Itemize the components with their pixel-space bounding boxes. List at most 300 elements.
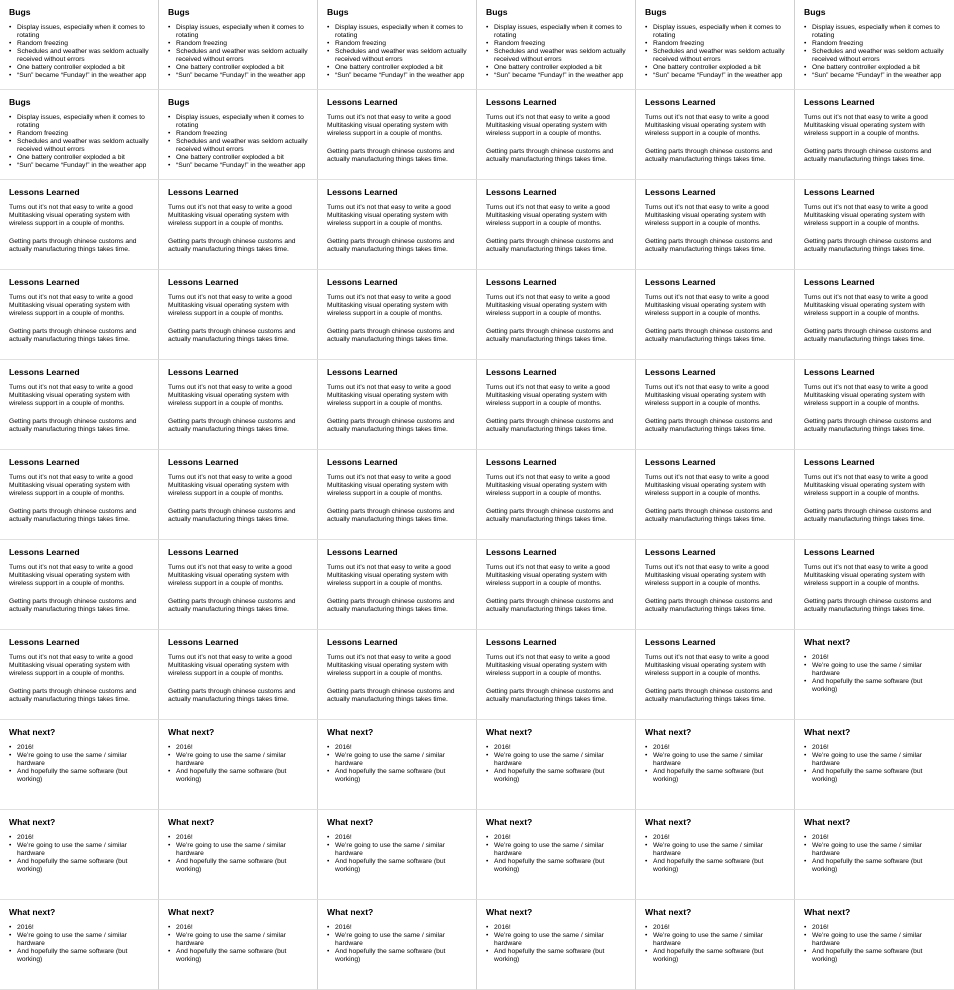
slide-title: Bugs — [9, 7, 31, 17]
slide-bullet-item — [9, 24, 152, 40]
bullet-icon: • — [168, 64, 171, 71]
slide-thumbnail-next[interactable] — [0, 900, 159, 990]
slide-thumbnail-lessons[interactable] — [159, 540, 318, 630]
bullet-icon: • — [168, 48, 171, 55]
slide-bullet-text: 2016! — [812, 924, 829, 931]
slide-bullet-item — [645, 48, 788, 64]
bullet-icon: • — [168, 24, 171, 31]
slide-bullet-text: Random freezing — [17, 40, 68, 47]
slide-thumbnail-lessons[interactable] — [159, 180, 318, 270]
slide-bullet-item — [9, 858, 152, 874]
slide-thumbnail-next[interactable] — [636, 810, 795, 900]
slide-title: Lessons Learned — [168, 637, 239, 647]
slide-thumbnail-lessons[interactable] — [795, 270, 954, 360]
slide-title: What next? — [327, 817, 374, 827]
bullet-icon: • — [804, 678, 807, 685]
bullet-icon: • — [327, 24, 330, 31]
bullet-icon: • — [168, 924, 171, 931]
slide-thumbnail-lessons[interactable] — [795, 180, 954, 270]
slide-paragraph: Getting parts through chinese customs and actually manufacturing things takes time. — [645, 688, 773, 703]
slide-thumbnail-bugs[interactable] — [636, 0, 795, 90]
slide-bullet-text: 2016! — [653, 924, 670, 931]
slide-title: What next? — [168, 907, 215, 917]
slide-bullet-text: We’re going to use the same / similar hardware — [494, 932, 604, 947]
slide-thumbnail-next[interactable] — [318, 720, 477, 810]
slide-thumbnail-next[interactable] — [159, 720, 318, 810]
slide-bullet-item — [327, 744, 470, 752]
slide-bullet-item — [486, 948, 629, 964]
bullet-icon: • — [9, 114, 12, 121]
slide-title: What next? — [804, 907, 851, 917]
slide-bullet-item — [9, 924, 152, 932]
slide-title: Lessons Learned — [327, 457, 398, 467]
slide-bullet-text: And hopefully the same software (but working) — [494, 948, 605, 963]
slide-title: Bugs — [168, 97, 190, 107]
bullet-icon: • — [168, 834, 171, 841]
slide-bullet-item — [168, 752, 311, 768]
slide-bullet-text: Schedules and weather was seldom actually received without errors — [653, 48, 785, 63]
slide-title: Lessons Learned — [168, 457, 239, 467]
slide-bullet-text: And hopefully the same software (but working) — [653, 858, 764, 873]
slide-bullet-item — [9, 138, 152, 154]
slide-thumbnail-lessons[interactable] — [318, 90, 477, 180]
slide-thumbnail-next[interactable] — [477, 720, 636, 810]
slide-thumbnail-bugs[interactable] — [159, 0, 318, 90]
slide-bullet-text: We’re going to use the same / similar hardware — [17, 752, 127, 767]
bullet-icon: • — [168, 842, 171, 849]
slide-bullet-list — [804, 24, 948, 80]
slide-bullet-text: Random freezing — [812, 40, 863, 47]
bullet-icon: • — [168, 744, 171, 751]
slide-bullet-item — [9, 752, 152, 768]
slide-thumbnail-bugs[interactable] — [0, 0, 159, 90]
slide-bullet-item — [9, 744, 152, 752]
slide-bullet-item — [645, 24, 788, 40]
slide-thumbnail-next[interactable] — [795, 720, 954, 810]
slide-paragraph: Getting parts through chinese customs and actually manufacturing things takes time. — [327, 148, 455, 163]
slide-thumbnail-next[interactable] — [477, 810, 636, 900]
slide-bullet-item — [645, 744, 788, 752]
slide-bullet-list — [9, 924, 152, 964]
bullet-icon: • — [645, 932, 648, 939]
bullet-icon: • — [9, 924, 12, 931]
slide-thumbnail-lessons[interactable] — [318, 360, 477, 450]
slide-bullet-item — [327, 768, 470, 784]
bullet-icon: • — [645, 834, 648, 841]
slide-thumbnail-lessons[interactable] — [318, 540, 477, 630]
bullet-icon: • — [168, 768, 171, 775]
slide-bullet-item — [168, 834, 311, 842]
slide-bullet-text: Schedules and weather was seldom actually received without errors — [176, 48, 308, 63]
bullet-icon: • — [645, 768, 648, 775]
slide-paragraph: Getting parts through chinese customs and actually manufacturing things takes time. — [327, 598, 455, 613]
slide-bullet-item — [645, 924, 788, 932]
slide-thumbnail-lessons[interactable] — [318, 450, 477, 540]
slide-bullet-item — [168, 114, 311, 130]
slide-bullet-item — [804, 64, 948, 72]
slide-bullet-text: And hopefully the same software (but working) — [17, 948, 128, 963]
slide-bullet-text: And hopefully the same software (but working) — [653, 768, 764, 783]
bullet-icon: • — [804, 924, 807, 931]
slide-title: Lessons Learned — [804, 187, 875, 197]
slide-thumbnail-next[interactable] — [636, 720, 795, 810]
bullet-icon: • — [168, 858, 171, 865]
slide-bullet-text: We’re going to use the same / similar hardware — [653, 932, 763, 947]
bullet-icon: • — [645, 752, 648, 759]
slide-thumbnail-lessons[interactable] — [795, 540, 954, 630]
bullet-icon: • — [645, 948, 648, 955]
slide-paragraph: Getting parts through chinese customs and actually manufacturing things takes time. — [645, 508, 773, 523]
slide-title: Bugs — [9, 97, 31, 107]
bullet-icon: • — [168, 114, 171, 121]
slide-bullet-item — [645, 932, 788, 948]
slide-bullet-list — [645, 834, 788, 874]
slide-thumbnail-lessons[interactable] — [318, 630, 477, 720]
slide-paragraph: Turns out it’s not that easy to write a good Multitasking visual operating system with wireless support in a couple of months. — [327, 204, 451, 227]
slide-paragraph: Turns out it’s not that easy to write a good Multitasking visual operating system with wireless support in a couple of months. — [486, 474, 610, 497]
slide-paragraph: Turns out it’s not that easy to write a good Multitasking visual operating system with wireless support in a couple of months. — [486, 204, 610, 227]
slide-paragraph: Getting parts through chinese customs and actually manufacturing things takes time. — [804, 238, 932, 253]
slide-bullet-item — [804, 842, 948, 858]
bullet-icon: • — [327, 834, 330, 841]
slide-bullet-text: We’re going to use the same / similar hardware — [812, 662, 922, 677]
slide-thumbnail-lessons[interactable] — [795, 360, 954, 450]
slide-thumbnail-lessons[interactable] — [636, 360, 795, 450]
slide-title: Lessons Learned — [645, 457, 716, 467]
slide-title: Lessons Learned — [804, 277, 875, 287]
slide-bullet-item — [486, 842, 629, 858]
slide-thumbnail-lessons[interactable] — [318, 270, 477, 360]
slide-paragraph: Turns out it’s not that easy to write a good Multitasking visual operating system with wireless support in a couple of months. — [327, 114, 451, 137]
slide-bullet-list — [327, 744, 470, 784]
slide-paragraph: Turns out it’s not that easy to write a good Multitasking visual operating system with wireless support in a couple of months. — [168, 654, 292, 677]
slide-bullet-item — [327, 948, 470, 964]
slide-thumbnail-lessons[interactable] — [159, 450, 318, 540]
slide-paragraph: Turns out it’s not that easy to write a good Multitasking visual operating system with wireless support in a couple of months. — [486, 114, 610, 137]
slide-paragraph: Getting parts through chinese customs and actually manufacturing things takes time. — [9, 328, 137, 343]
slide-thumbnail-lessons[interactable] — [636, 450, 795, 540]
slide-paragraph: Getting parts through chinese customs and actually manufacturing things takes time. — [804, 328, 932, 343]
slide-bullet-list — [645, 924, 788, 964]
slide-thumbnail-lessons[interactable] — [0, 630, 159, 720]
slide-paragraph: Turns out it’s not that easy to write a good Multitasking visual operating system with wireless support in a couple of months. — [168, 204, 292, 227]
slide-thumbnail-lessons[interactable] — [636, 540, 795, 630]
slide-thumbnail-lessons[interactable] — [477, 270, 636, 360]
slide-thumbnail-lessons[interactable] — [318, 180, 477, 270]
slide-paragraph: Turns out it’s not that easy to write a good Multitasking visual operating system with wireless support in a couple of months. — [804, 204, 928, 227]
slide-thumbnail-next[interactable] — [159, 810, 318, 900]
slide-thumbnail-next[interactable] — [795, 810, 954, 900]
slide-bullet-text: 2016! — [494, 924, 511, 931]
slide-bullet-item — [645, 842, 788, 858]
slide-paragraph: Getting parts through chinese customs and actually manufacturing things takes time. — [486, 598, 614, 613]
slide-thumbnail-lessons[interactable] — [636, 180, 795, 270]
slide-bullet-item — [804, 678, 948, 694]
slide-bullet-text: And hopefully the same software (but working) — [176, 768, 287, 783]
slide-bullet-item — [804, 40, 948, 48]
slide-bullet-text: Schedules and weather was seldom actually received without errors — [17, 138, 149, 153]
slide-bullet-text: We’re going to use the same / similar hardware — [812, 842, 922, 857]
slide-title: Lessons Learned — [327, 187, 398, 197]
slide-bullet-item — [168, 48, 311, 64]
slide-bullet-text: Display issues, especially when it comes to rotating — [17, 24, 145, 39]
slide-paragraph: Turns out it’s not that easy to write a good Multitasking visual operating system with wireless support in a couple of months. — [645, 564, 769, 587]
slide-bullet-list — [9, 834, 152, 874]
slide-bullet-item — [804, 948, 948, 964]
slide-paragraph: Turns out it’s not that easy to write a good Multitasking visual operating system with wireless support in a couple of months. — [9, 564, 133, 587]
bullet-icon: • — [486, 932, 489, 939]
slide-bullet-text: 2016! — [17, 744, 34, 751]
slide-bullet-text: “Sun” became “Funday!” in the weather app — [17, 162, 147, 169]
slide-title: Lessons Learned — [327, 637, 398, 647]
slide-thumbnail-lessons[interactable] — [636, 90, 795, 180]
slide-bullet-item — [168, 72, 311, 80]
slide-bullet-item — [327, 924, 470, 932]
slide-paragraph: Turns out it’s not that easy to write a good Multitasking visual operating system with wireless support in a couple of months. — [486, 294, 610, 317]
slide-title: Lessons Learned — [804, 547, 875, 557]
slide-paragraph: Getting parts through chinese customs and actually manufacturing things takes time. — [327, 328, 455, 343]
slide-bullet-text: One battery controller exploded a bit — [335, 64, 443, 71]
slide-bullet-item — [9, 154, 152, 162]
slide-bullet-text: And hopefully the same software (but working) — [494, 768, 605, 783]
slide-bullet-item — [645, 768, 788, 784]
slide-bullet-item — [486, 72, 629, 80]
slide-title: What next? — [9, 817, 56, 827]
slide-thumbnail-lessons[interactable] — [159, 270, 318, 360]
slide-bullet-item — [168, 162, 311, 170]
slide-title: Lessons Learned — [804, 367, 875, 377]
slide-bullet-text: Schedules and weather was seldom actually received without errors — [494, 48, 626, 63]
slide-paragraph: Turns out it’s not that easy to write a good Multitasking visual operating system with wireless support in a couple of months. — [9, 294, 133, 317]
slide-bullet-item — [804, 744, 948, 752]
slide-bullet-text: “Sun” became “Funday!” in the weather app — [653, 72, 783, 79]
slide-paragraph: Getting parts through chinese customs and actually manufacturing things takes time. — [9, 238, 137, 253]
bullet-icon: • — [9, 48, 12, 55]
slide-bullet-item — [804, 924, 948, 932]
slide-bullet-item — [486, 744, 629, 752]
slide-title: Lessons Learned — [168, 367, 239, 377]
bullet-icon: • — [645, 48, 648, 55]
slide-bullet-text: One battery controller exploded a bit — [176, 154, 284, 161]
bullet-icon: • — [804, 654, 807, 661]
slide-paragraph: Getting parts through chinese customs and actually manufacturing things takes time. — [327, 238, 455, 253]
bullet-icon: • — [804, 752, 807, 759]
slide-thumbnail-next[interactable] — [0, 720, 159, 810]
slide-bullet-text: Display issues, especially when it comes to rotating — [17, 114, 145, 129]
slide-thumbnail-lessons[interactable] — [477, 360, 636, 450]
slide-thumbnail-bugs[interactable] — [0, 90, 159, 180]
bullet-icon: • — [804, 744, 807, 751]
slide-paragraph: Getting parts through chinese customs and actually manufacturing things takes time. — [486, 688, 614, 703]
slide-bullet-text: Display issues, especially when it comes to rotating — [494, 24, 622, 39]
slide-title: What next? — [9, 727, 56, 737]
slide-thumbnail-bugs[interactable] — [477, 0, 636, 90]
slide-bullet-item — [327, 858, 470, 874]
bullet-icon: • — [486, 842, 489, 849]
slide-title: Lessons Learned — [645, 367, 716, 377]
slide-bullet-text: 2016! — [653, 834, 670, 841]
slide-paragraph: Turns out it’s not that easy to write a good Multitasking visual operating system with wireless support in a couple of months. — [486, 654, 610, 677]
slide-thumbnail-next[interactable] — [318, 810, 477, 900]
slide-paragraph: Getting parts through chinese customs and actually manufacturing things takes time. — [804, 148, 932, 163]
bullet-icon: • — [327, 948, 330, 955]
slide-bullet-item — [645, 40, 788, 48]
slide-thumbnail-bugs[interactable] — [159, 90, 318, 180]
slide-bullet-text: We’re going to use the same / similar hardware — [17, 932, 127, 947]
slide-bullet-item — [9, 40, 152, 48]
slide-title: Bugs — [327, 7, 349, 17]
slide-bullet-item — [327, 24, 470, 40]
slide-paragraph: Turns out it’s not that easy to write a good Multitasking visual operating system with wireless support in a couple of months. — [804, 384, 928, 407]
slide-thumbnail-next[interactable] — [477, 900, 636, 990]
slide-paragraph: Turns out it’s not that easy to write a good Multitasking visual operating system with wireless support in a couple of months. — [327, 474, 451, 497]
slide-bullet-text: And hopefully the same software (but working) — [17, 768, 128, 783]
slide-thumbnail-lessons[interactable] — [477, 540, 636, 630]
slide-title: Lessons Learned — [804, 457, 875, 467]
slide-bullet-item — [486, 24, 629, 40]
slide-paragraph: Turns out it’s not that easy to write a good Multitasking visual operating system with wireless support in a couple of months. — [168, 474, 292, 497]
bullet-icon: • — [645, 858, 648, 865]
slide-bullet-text: We’re going to use the same / similar hardware — [335, 842, 445, 857]
slide-bullet-item — [327, 842, 470, 858]
slide-bullet-text: 2016! — [812, 834, 829, 841]
slide-title: Lessons Learned — [168, 547, 239, 557]
slide-paragraph: Getting parts through chinese customs and actually manufacturing things takes time. — [9, 508, 137, 523]
slide-paragraph: Turns out it’s not that easy to write a good Multitasking visual operating system with wireless support in a couple of months. — [168, 564, 292, 587]
slide-title: What next? — [645, 727, 692, 737]
slide-bullet-text: “Sun” became “Funday!” in the weather app — [335, 72, 465, 79]
slide-paragraph: Getting parts through chinese customs and actually manufacturing things takes time. — [486, 508, 614, 523]
bullet-icon: • — [804, 48, 807, 55]
bullet-icon: • — [168, 40, 171, 47]
slide-bullet-text: And hopefully the same software (but working) — [812, 678, 923, 693]
slide-paragraph: Turns out it’s not that easy to write a good Multitasking visual operating system with wireless support in a couple of months. — [645, 654, 769, 677]
bullet-icon: • — [804, 64, 807, 71]
slide-thumbnail-lessons[interactable] — [795, 90, 954, 180]
slide-thumbnail-bugs[interactable] — [318, 0, 477, 90]
slide-thumbnail-bugs[interactable] — [795, 0, 954, 90]
slide-bullet-item — [327, 72, 470, 80]
bullet-icon: • — [327, 744, 330, 751]
slide-bullet-text: One battery controller exploded a bit — [17, 64, 125, 71]
slide-bullet-text: 2016! — [17, 834, 34, 841]
slide-paragraph: Turns out it’s not that easy to write a good Multitasking visual operating system with wireless support in a couple of months. — [486, 384, 610, 407]
slide-thumbnail-next[interactable] — [795, 900, 954, 990]
slide-title: Lessons Learned — [486, 277, 557, 287]
slide-bullet-text: And hopefully the same software (but working) — [335, 768, 446, 783]
slide-paragraph: Getting parts through chinese customs and actually manufacturing things takes time. — [9, 688, 137, 703]
slide-title: Lessons Learned — [645, 637, 716, 647]
bullet-icon: • — [486, 40, 489, 47]
slide-bullet-text: 2016! — [812, 654, 829, 661]
slide-paragraph: Getting parts through chinese customs and actually manufacturing things takes time. — [327, 508, 455, 523]
bullet-icon: • — [9, 154, 12, 161]
slide-bullet-text: And hopefully the same software (but working) — [335, 948, 446, 963]
slide-title: Lessons Learned — [327, 97, 398, 107]
slide-bullet-item — [486, 64, 629, 72]
slide-thumbnail-lessons[interactable] — [159, 630, 318, 720]
slide-title: Lessons Learned — [645, 547, 716, 557]
slide-thumbnail-lessons[interactable] — [636, 630, 795, 720]
bullet-icon: • — [804, 834, 807, 841]
bullet-icon: • — [486, 24, 489, 31]
bullet-icon: • — [9, 858, 12, 865]
slide-bullet-text: Random freezing — [494, 40, 545, 47]
bullet-icon: • — [804, 72, 807, 79]
slide-thumbnail-lessons[interactable] — [477, 180, 636, 270]
slide-thumbnail-lessons[interactable] — [477, 450, 636, 540]
slide-bullet-item — [168, 858, 311, 874]
slide-title: Bugs — [645, 7, 667, 17]
slide-bullet-text: We’re going to use the same / similar hardware — [176, 932, 286, 947]
slide-paragraph: Getting parts through chinese customs and actually manufacturing things takes time. — [804, 598, 932, 613]
slide-thumbnail-lessons[interactable] — [795, 450, 954, 540]
bullet-icon: • — [486, 924, 489, 931]
slide-thumbnail-lessons[interactable] — [477, 90, 636, 180]
bullet-icon: • — [804, 24, 807, 31]
slide-bullet-item — [168, 130, 311, 138]
slide-paragraph: Turns out it’s not that easy to write a good Multitasking visual operating system with wireless support in a couple of months. — [804, 474, 928, 497]
slide-thumbnail-lessons[interactable] — [477, 630, 636, 720]
slide-bullet-item — [9, 114, 152, 130]
slide-bullet-text: We’re going to use the same / similar hardware — [17, 842, 127, 857]
slide-paragraph: Getting parts through chinese customs and actually manufacturing things takes time. — [645, 598, 773, 613]
slide-thumbnail-lessons[interactable] — [0, 450, 159, 540]
slide-paragraph: Turns out it’s not that easy to write a good Multitasking visual operating system with wireless support in a couple of months. — [804, 294, 928, 317]
slide-bullet-item — [9, 162, 152, 170]
slide-thumbnail-next[interactable] — [0, 810, 159, 900]
slide-bullet-item — [804, 752, 948, 768]
slide-thumbnail-next[interactable] — [636, 900, 795, 990]
slide-paragraph: Turns out it’s not that easy to write a good Multitasking visual operating system with wireless support in a couple of months. — [645, 474, 769, 497]
slide-bullet-text: We’re going to use the same / similar hardware — [653, 842, 763, 857]
slide-thumbnail-next[interactable] — [795, 630, 954, 720]
slide-thumbnail-next[interactable] — [318, 900, 477, 990]
bullet-icon: • — [486, 948, 489, 955]
bullet-icon: • — [804, 842, 807, 849]
slide-title: Lessons Learned — [645, 277, 716, 287]
slide-bullet-item — [9, 130, 152, 138]
slide-thumbnail-lessons[interactable] — [0, 540, 159, 630]
slide-title: Lessons Learned — [486, 547, 557, 557]
slide-title: What next? — [645, 817, 692, 827]
slide-bullet-item — [168, 842, 311, 858]
slide-title: Lessons Learned — [645, 187, 716, 197]
slide-bullet-text: 2016! — [176, 834, 193, 841]
slide-bullet-text: Schedules and weather was seldom actually received without errors — [176, 138, 308, 153]
slide-paragraph: Getting parts through chinese customs and actually manufacturing things takes time. — [168, 688, 296, 703]
slide-thumbnail-lessons[interactable] — [636, 270, 795, 360]
slide-bullet-text: “Sun” became “Funday!” in the weather app — [494, 72, 624, 79]
bullet-icon: • — [168, 162, 171, 169]
slide-thumbnail-lessons[interactable] — [0, 360, 159, 450]
slide-thumbnail-lessons[interactable] — [0, 180, 159, 270]
slide-bullet-list — [486, 24, 629, 80]
slide-bullet-list — [168, 114, 311, 170]
slide-thumbnail-lessons[interactable] — [159, 360, 318, 450]
slide-thumbnail-lessons[interactable] — [0, 270, 159, 360]
bullet-icon: • — [327, 842, 330, 849]
slide-thumbnail-next[interactable] — [159, 900, 318, 990]
slide-bullet-item — [327, 834, 470, 842]
slide-bullet-list — [9, 114, 152, 170]
bullet-icon: • — [645, 64, 648, 71]
slide-title: What next? — [804, 727, 851, 737]
slide-bullet-text: One battery controller exploded a bit — [494, 64, 602, 71]
slide-bullet-item — [804, 662, 948, 678]
bullet-icon: • — [168, 72, 171, 79]
slide-paragraph: Turns out it’s not that easy to write a good Multitasking visual operating system with wireless support in a couple of months. — [645, 384, 769, 407]
